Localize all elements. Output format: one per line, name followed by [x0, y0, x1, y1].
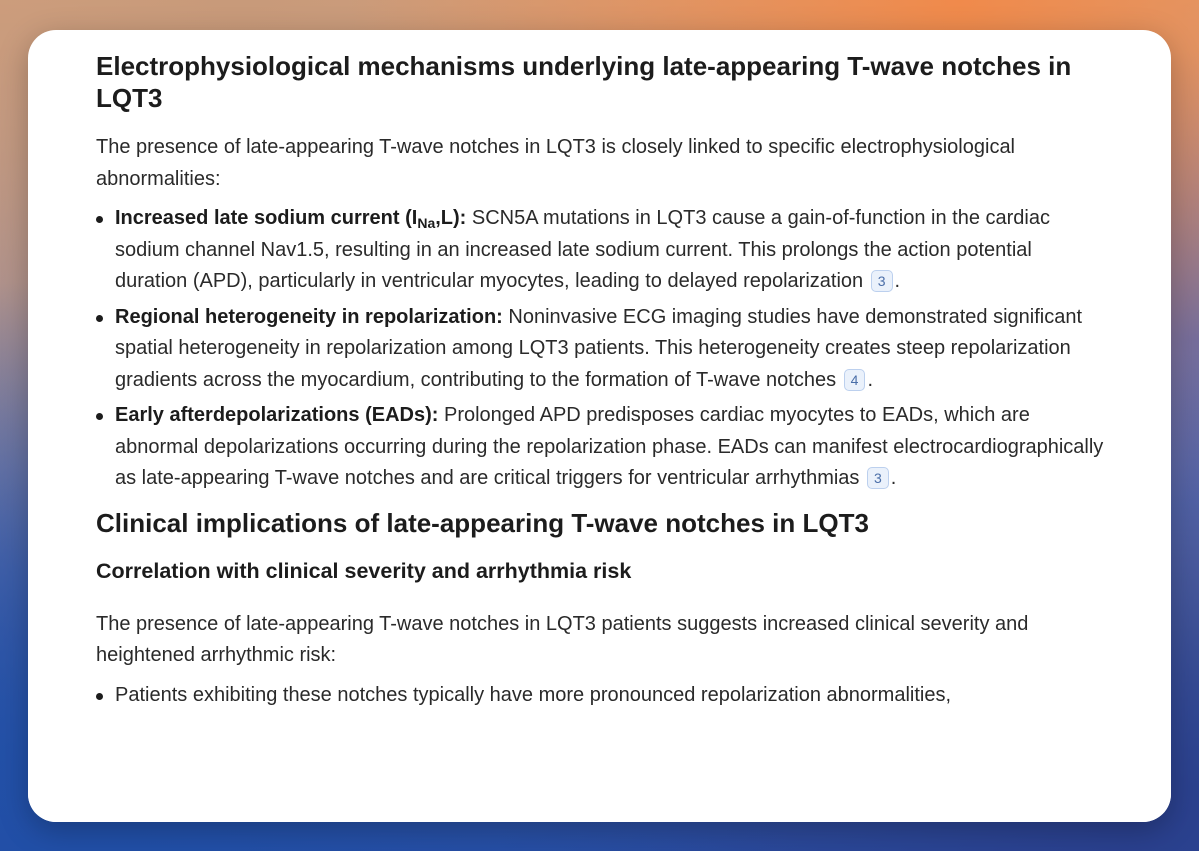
section-intro: The presence of late-appearing T-wave notches in LQT3 is closely linked to specific electrophysiological abnormalities:	[96, 136, 1016, 190]
citation-badge[interactable]: 4	[844, 369, 866, 391]
bullet-dot	[96, 315, 103, 322]
list-item	[96, 203, 1106, 298]
list-item	[96, 302, 1106, 397]
section-heading-mechanisms: Electrophysiological mechanisms underlying late-appearing T-wave notches in LQT3	[96, 51, 1072, 113]
bullet-title: Regional heterogeneity in repolarization:	[115, 305, 503, 328]
mechanisms-list	[96, 203, 1106, 495]
bullet-period: .	[890, 467, 897, 489]
bullet-title: Increased late sodium current $(I_{Na},L)$:	[115, 207, 467, 231]
bullet-text: Prolonged APD predisposes cardiac myocytes to EADs, which are abnormal depolarizations occurring during the repolarization phase. EADs can manifest electrocardiographically as late-appearing T-wave notches and are critical triggers for ventricular arrhythmias	[115, 404, 1104, 489]
citation-badge[interactable]: 3	[867, 467, 889, 489]
bullet-period: .	[867, 368, 874, 391]
bullet-text: SCN5A mutations in LQT3 cause a gain-of-function in the cardiac sodium channel Nav1.5, resulting in an increased late sodium current. This prolongs the action potential duration (APD), particularly in ventricular myocytes, leading to delayed repolarization	[115, 207, 1050, 292]
bullet-text: Noninvasive ECG imaging studies have demonstrated significant spatial heterogeneity in repolarization among LQT3 patients. This heterogeneity creates steep repolarization gradients across the myocardium, contributing to the formation of T-wave notches	[115, 305, 1083, 391]
bullet-period: .	[894, 270, 901, 292]
bottom-fade-overlay	[28, 742, 1171, 822]
bullet-text: Patients exhibiting these notches typically have more pronounced repolarization abnormalities,	[115, 683, 952, 706]
bullet-dot	[96, 216, 103, 223]
section-heading-clinical: Clinical implications of late-appearing T-wave notches in LQT3	[96, 507, 869, 538]
document-content	[96, 50, 1106, 723]
list-item	[96, 400, 1106, 495]
document-card	[28, 30, 1171, 822]
bullet-dot	[96, 693, 103, 700]
clinical-list	[96, 680, 1106, 712]
bullet-title: Early afterdepolarizations (EADs):	[115, 404, 439, 426]
subsection-heading: Correlation with clinical severity and arrhythmia risk	[96, 558, 632, 583]
citation-badge[interactable]: 3	[871, 270, 893, 292]
list-item	[96, 680, 1106, 712]
bullet-dot	[96, 413, 103, 420]
section-intro: The presence of late-appearing T-wave notches in LQT3 patients suggests increased clinical severity and heightened arrhythmic risk:	[96, 612, 1029, 666]
